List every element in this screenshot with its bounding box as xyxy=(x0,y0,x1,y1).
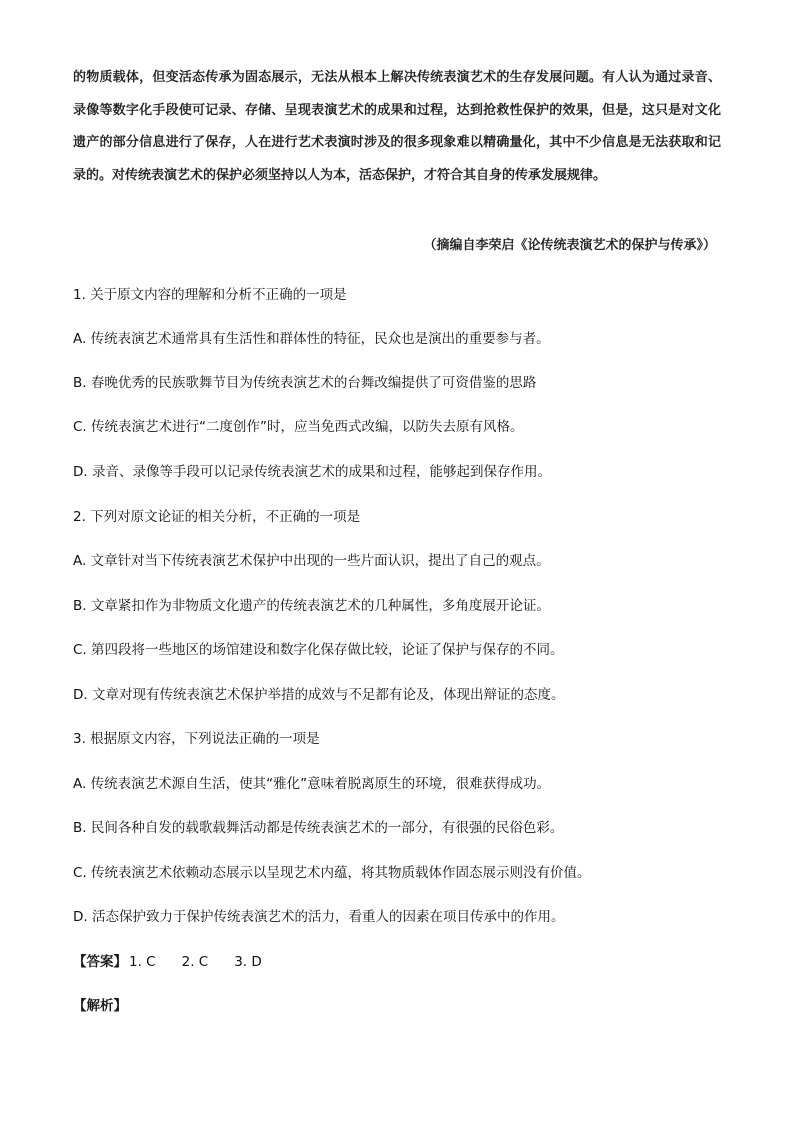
question-2-option-d: D. 文章对现有传统表演艺术保护举措的成效与不足都有论及，体现出辩证的态度。 xyxy=(73,687,565,703)
question-2-option-b: B. 文章紧扣作为非物质文化遗产的传统表演艺术的几种属性，多角度展开论证。 xyxy=(73,598,550,614)
analysis-label: 【解析】 xyxy=(73,998,127,1014)
question-3-option-d: D. 活态保护致力于保护传统表演艺术的活力，看重人的因素在项目传承中的作用。 xyxy=(73,909,565,925)
answer-label: 【答案】 xyxy=(73,954,127,970)
question-1-option-a: A. 传统表演艺术通常具有生活性和群体性的特征，民众也是演出的重要参与者。 xyxy=(73,331,550,347)
passage-source: （摘编自李荣启《论传统表演艺术的保护与传承》） xyxy=(423,238,716,253)
question-3-option-a: A. 传统表演艺术源自生活，使其“雅化”意味着脱离原生的环境，很难获得成功。 xyxy=(73,776,551,792)
analysis-line xyxy=(73,994,733,1014)
question-1-option-d: D. 录音、录像等手段可以记录传统表演艺术的成果和过程，能够起到保存作用。 xyxy=(73,464,551,480)
answer-item: 3. D xyxy=(234,954,262,970)
answer-item: 1. C xyxy=(129,954,156,970)
answer-line xyxy=(73,950,733,970)
question-1-stem: 1. 关于原文内容的理解和分析不正确的一项是 xyxy=(73,287,347,303)
passage-paragraph: 的物质载体，但变活态传承为固态展示，无法从根本上解决传统表演艺术的生存发展问题。有人认为通过录音、录像等数字化手段使可记录、存储、呈现表演艺术的成果和过程，达到抢救性保护的效果，但是，这只是对文化遗产的部分信息进行了保存，人在进行艺术表演时涉及的很多现象难以精确量化，其中不少信息是无法获取和记录的。对传统表演艺术的保护必须坚持以人为本，活态保护，才符合其自身的传承发展规律。 xyxy=(73,70,721,183)
answer-item: 2. C xyxy=(181,954,209,970)
question-2-option-a: A. 文章针对当下传统表演艺术保护中出现的一些片面认识，提出了自己的观点。 xyxy=(73,553,550,569)
question-3-option-b: B. 民间各种自发的载歌载舞活动都是传统表演艺术的一部分，有很强的民俗色彩。 xyxy=(73,820,564,836)
question-3-stem: 3. 根据原文内容，下列说法正确的一项是 xyxy=(73,731,320,747)
question-2-stem: 2. 下列对原文论证的相关分析，不正确的一项是 xyxy=(73,509,361,525)
question-3-option-c: C. 传统表演艺术依赖动态展示以呈现艺术内蕴，将其物质载体作固态展示则没有价值。 xyxy=(73,865,591,881)
question-1-option-b: B. 春晚优秀的民族歌舞节目为传统表演艺术的台舞改编提供了可资借鉴的思路 xyxy=(73,375,537,391)
question-2-option-c: C. 第四段将一些地区的场馆建设和数字化保存做比较，论证了保护与保存的不同。 xyxy=(73,642,564,658)
question-1-option-c: C. 传统表演艺术进行“二度创作”时，应当免西式改编，以防失去原有风格。 xyxy=(73,419,524,435)
